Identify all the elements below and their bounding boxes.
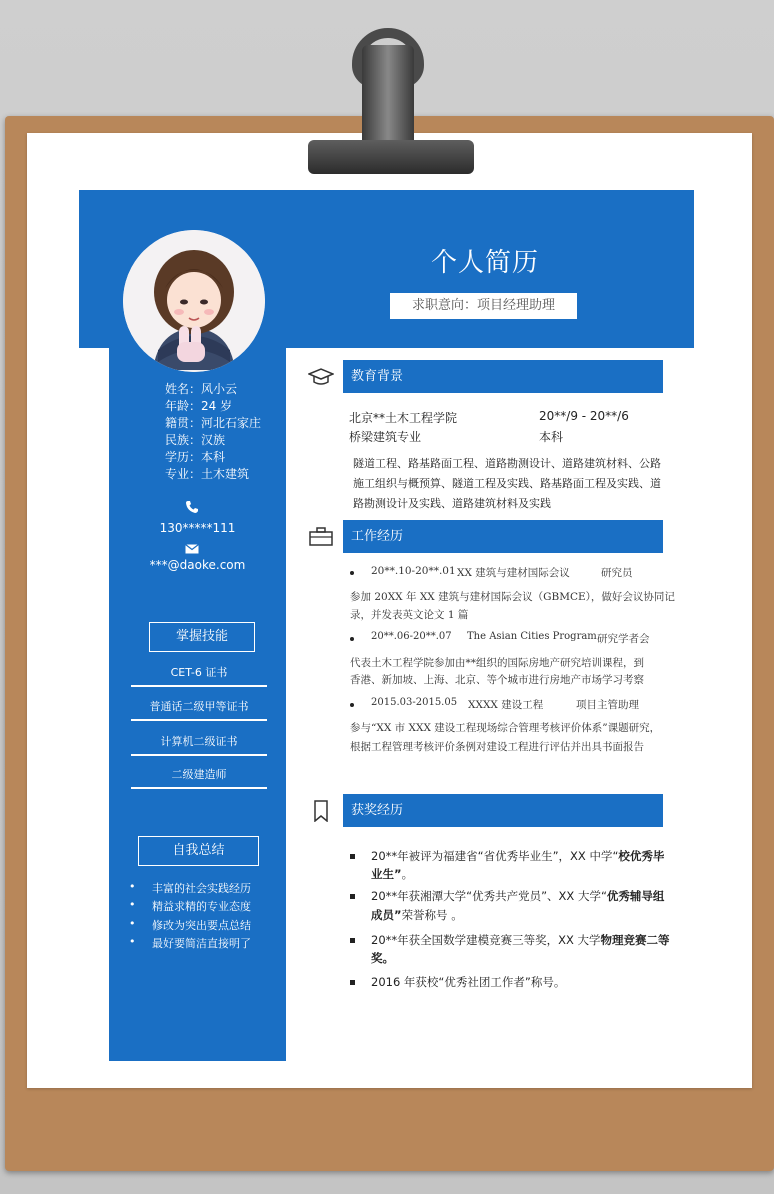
work-role: 研究员: [601, 567, 633, 579]
profile-phone: 130*****111: [159, 521, 236, 535]
award-item: 2016 年获校“优秀社团工作者”称号。: [371, 975, 566, 989]
education-courses: 隧道工程、路基路面工程、道路勘测设计、道路建筑材料、公路: [353, 457, 661, 470]
email-icon: [185, 544, 199, 554]
bookmark-icon: [308, 800, 334, 822]
graduation-cap-icon: [308, 366, 334, 388]
education-period: 20**/9 - 20**/6: [539, 409, 629, 423]
summary-heading: 自我总结: [138, 836, 259, 866]
awards-heading: 获奖经历: [343, 794, 663, 827]
award-item: 20**年被评为福建省“省优秀毕业生”，XX 中学“校优秀毕: [371, 849, 665, 863]
bullet: [350, 938, 355, 943]
summary-item: • 最好要简洁直接明了: [134, 935, 251, 951]
education-degree: 本科: [539, 430, 564, 444]
work-period: 20**.06-20**.07: [371, 631, 452, 642]
work-org: XXXX 建设工程: [468, 699, 544, 711]
work-desc: 参加 20XX 年 XX 建筑与建材国际会议（GBMCE），做好会议协同记: [350, 591, 675, 603]
award-item: 20**年获湘潭大学“优秀共产党员”、XX 大学“优秀辅导组: [371, 889, 665, 903]
work-desc: 录，并发表英文论文 1 篇: [350, 609, 469, 621]
summary-item: • 丰富的社会实践经历: [134, 880, 251, 896]
award-item: 成员”荣誉称号 。: [371, 908, 463, 922]
award-item: 奖。: [371, 951, 394, 965]
bullet: [350, 637, 354, 641]
profile-major: 专业：土木建筑: [165, 467, 250, 481]
work-org: XX 建筑与建材国际会议: [457, 567, 570, 579]
work-desc: 代表土木工程学院参加由**组织的国际房地产研究培训课程，到: [350, 657, 644, 669]
briefcase-icon: [308, 526, 334, 548]
skill-item: 普通话二级甲等证书: [131, 698, 267, 721]
work-role: 项目主管助理: [576, 699, 639, 711]
education-heading: 教育背景: [343, 360, 663, 393]
award-item: 20**年获全国数学建模竞赛三等奖，XX 大学物理竞赛二等: [371, 933, 670, 947]
work-role: 研究学者会: [597, 633, 650, 645]
job-intent: 求职意向：项目经理助理: [390, 293, 577, 319]
skills-heading: 掌握技能: [149, 622, 255, 652]
award-item: 业生”。: [371, 867, 414, 881]
phone-icon: [185, 500, 199, 514]
education-courses: 施工组织与概预算、隧道工程及实践、路基路面工程及实践、道: [353, 477, 661, 490]
skill-item: CET-6 证书: [131, 664, 267, 687]
page-title: 个人简历: [430, 248, 539, 278]
work-desc: 香港、新加坡、上海、北京、等个城市进行房地产市场学习考察: [350, 674, 644, 686]
skill-item: 计算机二级证书: [131, 733, 267, 756]
bullet: [350, 703, 354, 707]
profile-origin: 籍贯：河北石家庄: [165, 416, 262, 430]
work-desc: 根据工程管理考核评价条例对建设工程进行评估并出具书面报告: [350, 741, 644, 753]
summary-item: • 修改为突出要点总结: [134, 917, 251, 933]
profile-email: ***@daoke.com: [149, 558, 246, 572]
profile-education: 学历：本科: [165, 450, 226, 464]
work-heading: 工作经历: [343, 520, 663, 553]
work-period: 2015.03-2015.05: [371, 697, 458, 708]
bullet: [350, 894, 355, 899]
education-school: 北京**土木工程学院: [349, 411, 458, 425]
binder-clip-icon: [308, 140, 474, 174]
work-org: The Asian Cities Program: [467, 631, 597, 642]
avatar-illustration-icon: [123, 230, 265, 372]
bullet: [350, 854, 355, 859]
education-courses: 路勘测设计及实践、道路建筑材料及实践: [353, 497, 551, 510]
profile-ethnicity: 民族：汉族: [165, 433, 226, 447]
bullet: [350, 980, 355, 985]
bullet: [350, 571, 354, 575]
binder-clip-arm: [362, 45, 414, 155]
summary-item: • 精益求精的专业态度: [134, 898, 251, 914]
profile-name: 姓名：风小云: [165, 382, 238, 396]
work-desc: 参与“XX 市 XXX 建设工程现场综合管理考核评价体系”课题研究，: [350, 722, 661, 734]
profile-age: 年龄：24 岁: [165, 399, 233, 413]
education-major: 桥梁建筑专业: [349, 430, 422, 444]
skill-item: 二级建造师: [131, 766, 267, 789]
avatar: [123, 230, 265, 372]
work-period: 20**.10-20**.01: [371, 565, 456, 577]
